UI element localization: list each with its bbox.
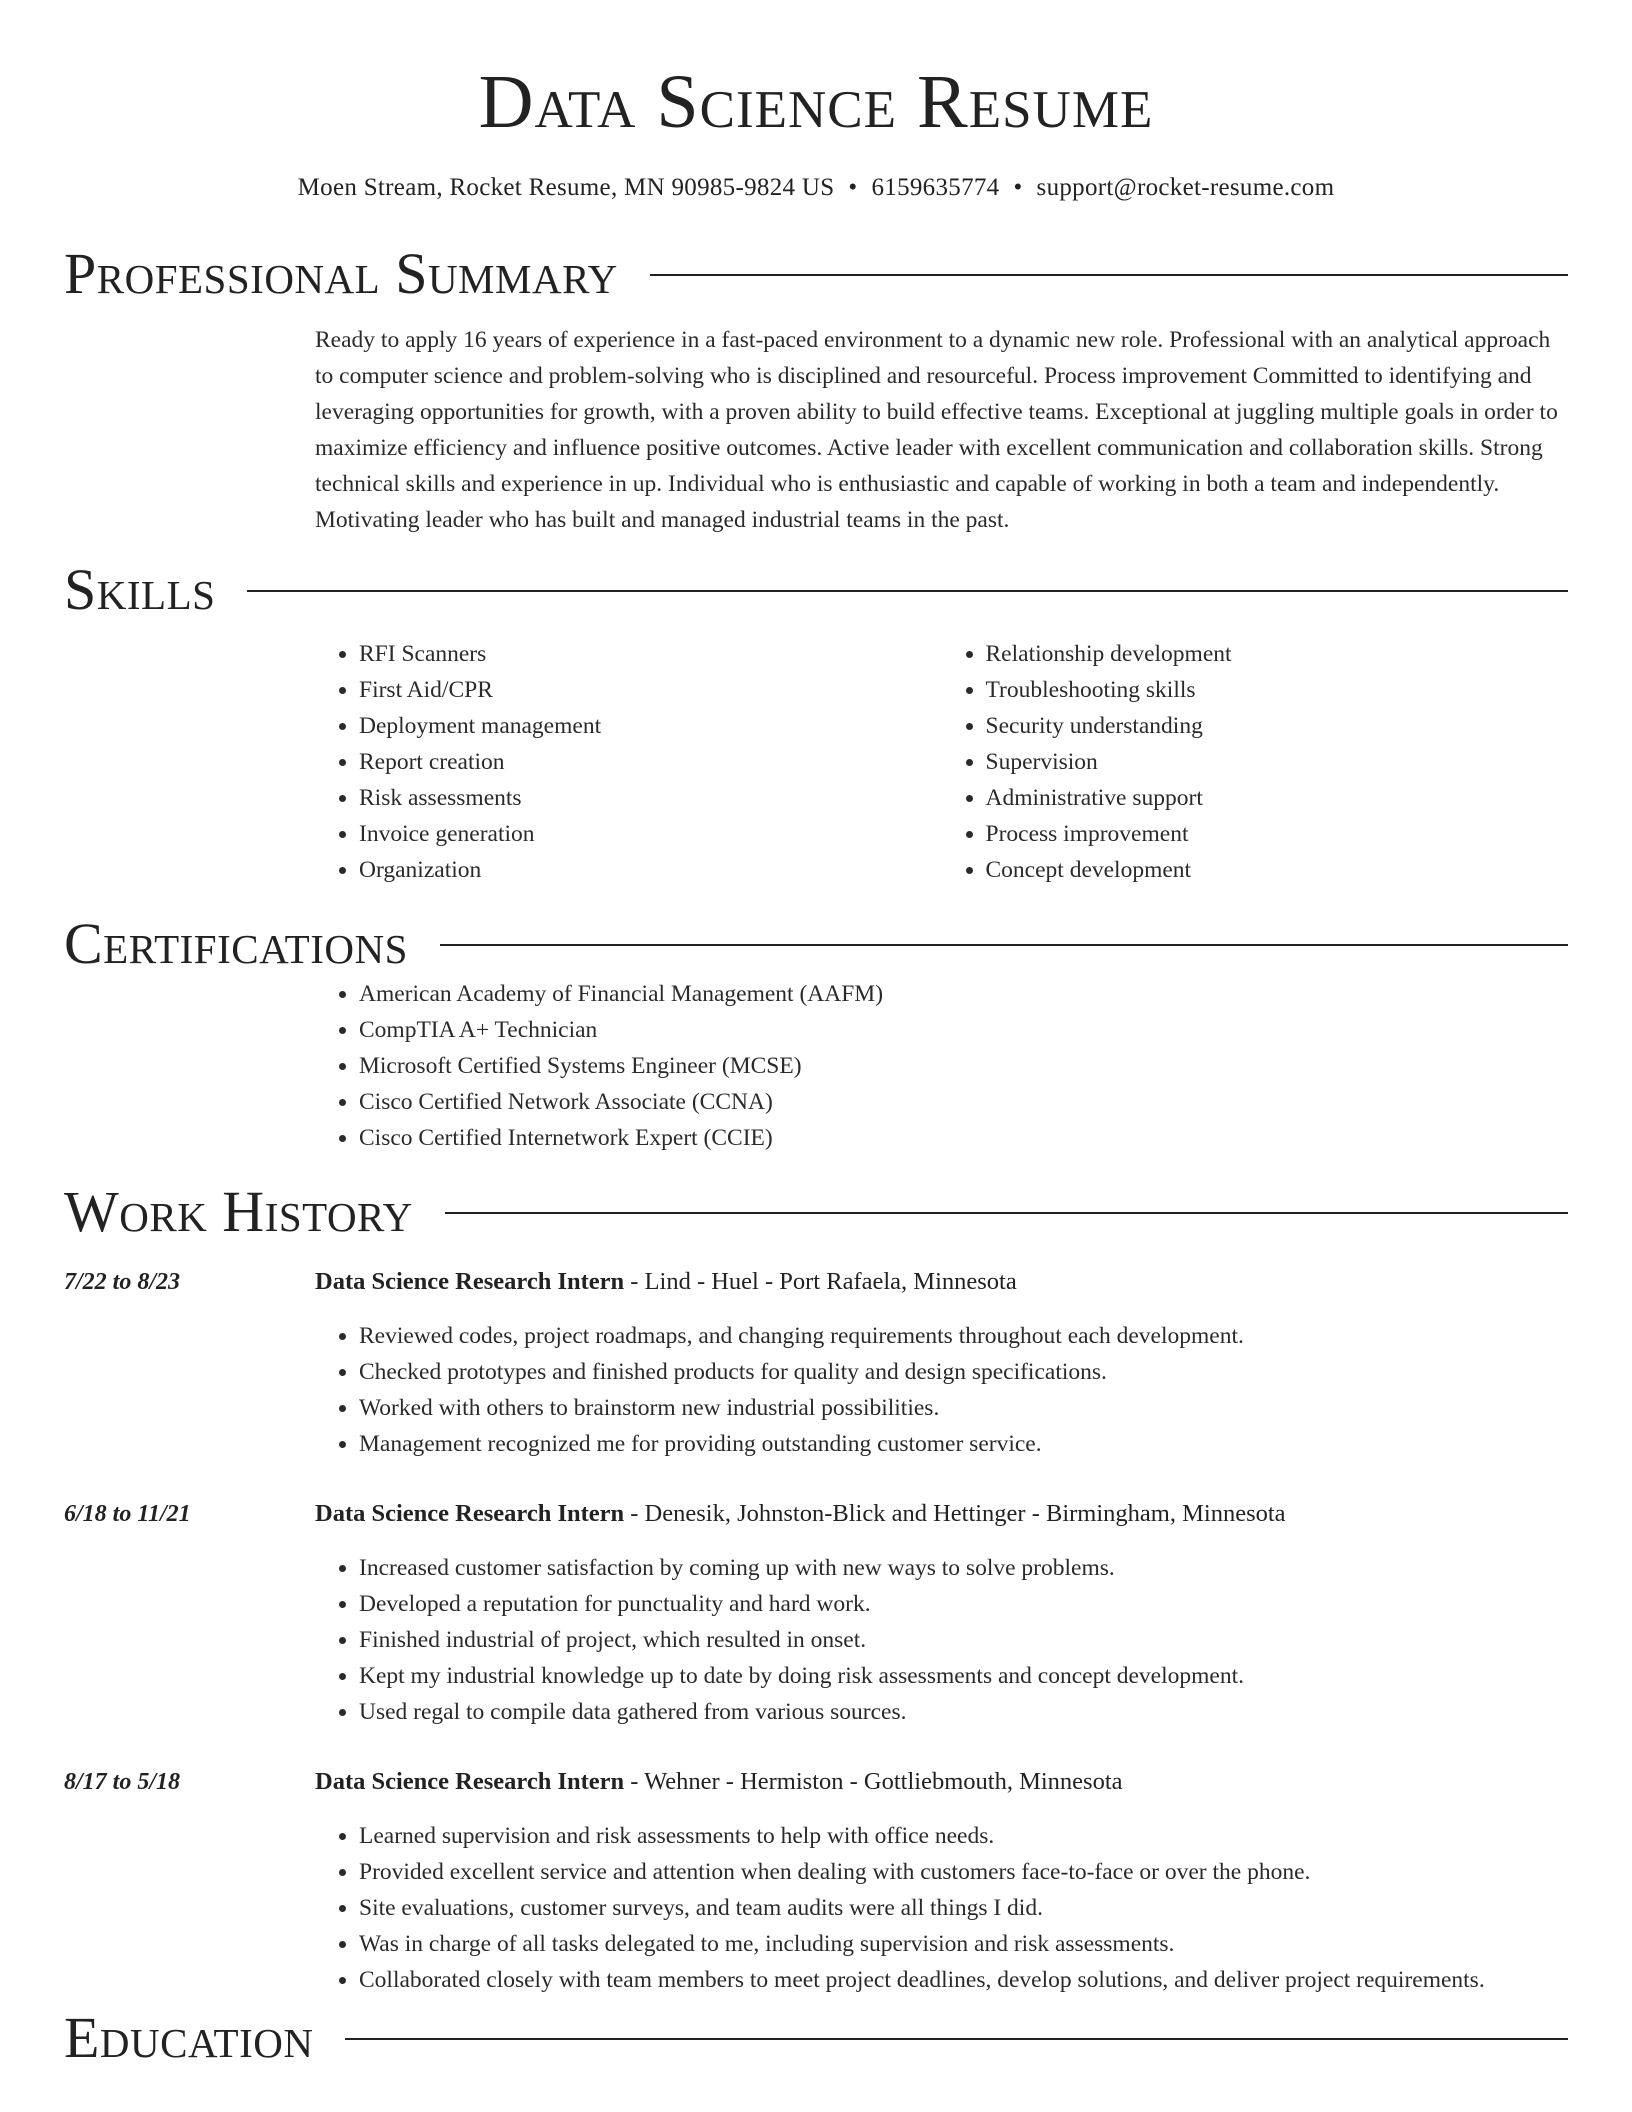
job-bullets [315,1818,1568,1998]
job-bullet: • Site evaluations, customer surveys, and team audits were all things I did. [359,1890,1568,1926]
job-bullet: • Management recognized me for providing outstanding customer service. [359,1426,1568,1462]
contact-phone: 6159635774 [871,174,1000,201]
skill-item: • RFI Scanners [359,636,942,672]
job-heading [315,1496,1568,1532]
job-entry [64,1764,1568,1998]
skill-item: • Process improvement [986,816,1569,852]
job-heading [315,1264,1568,1300]
skill-item: • Concept development [986,852,1569,888]
job-company-location: - Wehner - Hermiston - Gottliebmouth, Minnesota [630,1768,1123,1795]
summary-heading: Professional Summary [64,241,618,306]
skill-item: • Supervision [986,744,1569,780]
education-section-header [64,2006,1568,2070]
skill-item: • First Aid/CPR [359,672,942,708]
job-bullets [315,1318,1568,1462]
job-bullet: • Worked with others to brainstorm new industrial possibilities. [359,1390,1568,1426]
skill-item: • Organization [359,852,942,888]
section-divider [650,274,1568,276]
skill-item: • Relationship development [986,636,1569,672]
section-divider [445,1212,1568,1214]
certification-item: • Cisco Certified Internetwork Expert (CCIE) [359,1120,1568,1156]
section-divider [247,590,1568,592]
contact-address: Moen Stream, Rocket Resume, MN 90985-9824 US [297,174,835,201]
skills-grid [315,636,1568,888]
job-heading [315,1764,1568,1800]
work-history-list [64,1264,1568,1998]
certification-item: • Cisco Certified Network Associate (CCNA) [359,1084,1568,1120]
job-bullet: • Learned supervision and risk assessments to help with office needs. [359,1818,1568,1854]
skills-list-right [942,636,1569,888]
certification-item: • American Academy of Financial Management (AAFM) [359,976,1568,1012]
job-entry [64,1264,1568,1462]
certifications-section-header [64,912,1568,976]
skills-list-left [315,636,942,888]
skill-item: • Troubleshooting skills [986,672,1569,708]
job-entry [64,1496,1568,1730]
skill-item: • Administrative support [986,780,1569,816]
job-bullet: • Developed a reputation for punctuality and hard work. [359,1586,1568,1622]
contact-line [64,172,1568,204]
skill-item: • Report creation [359,744,942,780]
work-section-header [64,1180,1568,1244]
section-divider [440,944,1568,946]
job-bullet: • Increased customer satisfaction by coming up with new ways to solve problems. [359,1550,1568,1586]
job-content [315,1764,1568,1998]
job-bullet: • Used regal to compile data gathered from various sources. [359,1694,1568,1730]
contact-separator: • [1013,174,1023,201]
skill-item: • Invoice generation [359,816,942,852]
certification-item: • Microsoft Certified Systems Engineer (MCSE) [359,1048,1568,1084]
skill-item: • Security understanding [986,708,1569,744]
contact-separator: • [848,174,858,201]
job-content [315,1264,1568,1462]
job-bullet: • Collaborated closely with team members to meet project deadlines, develop solutions, and deliver project requirements. [359,1962,1568,1998]
job-bullet: • Provided excellent service and attention when dealing with customers face-to-face or over the phone. [359,1854,1568,1890]
job-dates: 8/17 to 5/18 [64,1769,181,1795]
work-heading: Work History [64,1179,413,1244]
job-bullet: • Reviewed codes, project roadmaps, and changing requirements throughout each development. [359,1318,1568,1354]
section-divider [345,2038,1568,2040]
contact-email: support@rocket-resume.com [1036,174,1335,201]
job-content [315,1496,1568,1730]
job-company-location: - Lind - Huel - Port Rafaela, Minnesota [630,1268,1017,1295]
job-company-location: - Denesik, Johnston-Blick and Hettinger - Birmingham, Minnesota [630,1500,1286,1527]
summary-section-header [64,242,1568,306]
summary-text: Ready to apply 16 years of experience in a fast-paced environment to a dynamic new role. Professional with an analytical approach to computer science and problem-solving who is disciplined and resourceful. Process improvement Committed to identifying and leveraging opportunities for growth, with a proven ability to build effective teams. Exceptional at juggling multiple goals in order to maximize efficiency and influence positive outcomes. Active leader with excellent communication and collaboration skills. Strong technical skills and experience in up. Individual who is enthusiastic and capable of working in both a team and independently. Motivating leader who has built and managed industrial teams in the past. [315,327,1558,533]
job-dates: 7/22 to 8/23 [64,1269,181,1295]
job-bullets [315,1550,1568,1730]
job-bullet: • Finished industrial of project, which resulted in onset. [359,1622,1568,1658]
certification-item: • CompTIA A+ Technician [359,1012,1568,1048]
job-dates: 6/18 to 11/21 [64,1501,191,1527]
job-title: Data Science Research Intern [315,1268,625,1295]
job-title: Data Science Research Intern [315,1500,625,1527]
job-bullet: • Checked prototypes and finished products for quality and design specifications. [359,1354,1568,1390]
certifications-heading: Certifications [64,911,408,976]
skill-item: • Risk assessments [359,780,942,816]
job-bullet: • Kept my industrial knowledge up to date by doing risk assessments and concept development. [359,1658,1568,1694]
skill-item: • Deployment management [359,708,942,744]
education-heading: Education [64,2005,314,2070]
job-title: Data Science Research Intern [315,1768,625,1795]
resume-title: Data Science Resume [478,60,1154,144]
job-bullet: • Was in charge of all tasks delegated to me, including supervision and risk assessments. [359,1926,1568,1962]
certifications-list [315,976,1568,1156]
resume-page [64,0,1568,2070]
skills-section-header [64,558,1568,622]
skills-heading: Skills [64,557,216,622]
